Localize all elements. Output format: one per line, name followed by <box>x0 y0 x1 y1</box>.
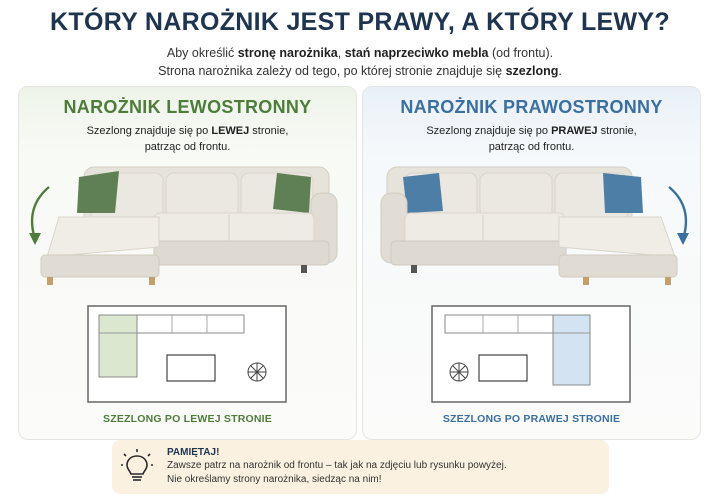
subtitle-bold: stań naprzeciwko mebla <box>344 46 489 60</box>
plant-icon <box>248 363 266 381</box>
subtitle-bold: szezlong <box>505 64 559 78</box>
reminder-line-2: Nie określamy strony narożnika, siedząc na nim! <box>167 474 382 485</box>
arrow-curved-icon <box>32 187 49 239</box>
left-sofa-illustration <box>19 157 356 297</box>
desc-text: patrząc od frontu. <box>488 141 575 153</box>
reminder-line-1: Zawsze patrz na narożnik od frontu – tak jak na zdjęciu lub rysunku powyżej. <box>167 460 507 471</box>
page-title: KTÓRY NAROŻNIK JEST PRAWY, A KTÓRY LEWY? <box>50 8 670 36</box>
arrow-curved-icon <box>669 187 686 239</box>
left-corner-panel <box>18 86 357 440</box>
right-panel-description <box>363 123 700 155</box>
right-corner-panel <box>362 86 701 440</box>
right-floor-plan <box>431 305 631 403</box>
subtitle-text: . <box>558 64 562 78</box>
subtitle-text: (od frontu). <box>488 46 554 60</box>
left-floor-plan <box>87 305 287 403</box>
subtitle-text: Aby określić <box>166 46 238 60</box>
right-panel-label: SZEZLONG PO PRAWEJ STRONIE <box>442 413 621 425</box>
left-panel-title: NAROŻNIK LEWOSTRONNY <box>63 97 312 117</box>
subtitle-bold: stronę narożnika <box>237 46 338 60</box>
right-panel-title: NAROŻNIK PRAWOSTRONNY <box>400 97 663 117</box>
desc-text: patrząc od frontu. <box>144 141 231 153</box>
subtitle <box>0 44 720 80</box>
left-panel-description <box>19 123 356 155</box>
reminder-title: PAMIĘTAJ! <box>167 447 220 458</box>
lightbulb-icon <box>120 448 154 486</box>
subtitle-text: Strona narożnika zależy od tego, po której stronie znajduje się <box>158 64 506 78</box>
desc-text: stronie, <box>597 125 637 137</box>
subtitle-text: , <box>337 46 345 60</box>
desc-bold: PRAWEJ <box>551 125 598 137</box>
desc-text: Szezlong znajduje się po <box>86 125 212 137</box>
plant-icon <box>450 363 468 381</box>
desc-bold: LEWEJ <box>211 125 250 137</box>
desc-text: stronie, <box>249 125 289 137</box>
right-sofa-illustration <box>363 157 700 297</box>
left-panel-label: SZEZLONG PO LEWEJ STRONIE <box>103 413 272 425</box>
desc-text: Szezlong znajduje się po <box>426 125 552 137</box>
reminder-box <box>112 440 609 494</box>
